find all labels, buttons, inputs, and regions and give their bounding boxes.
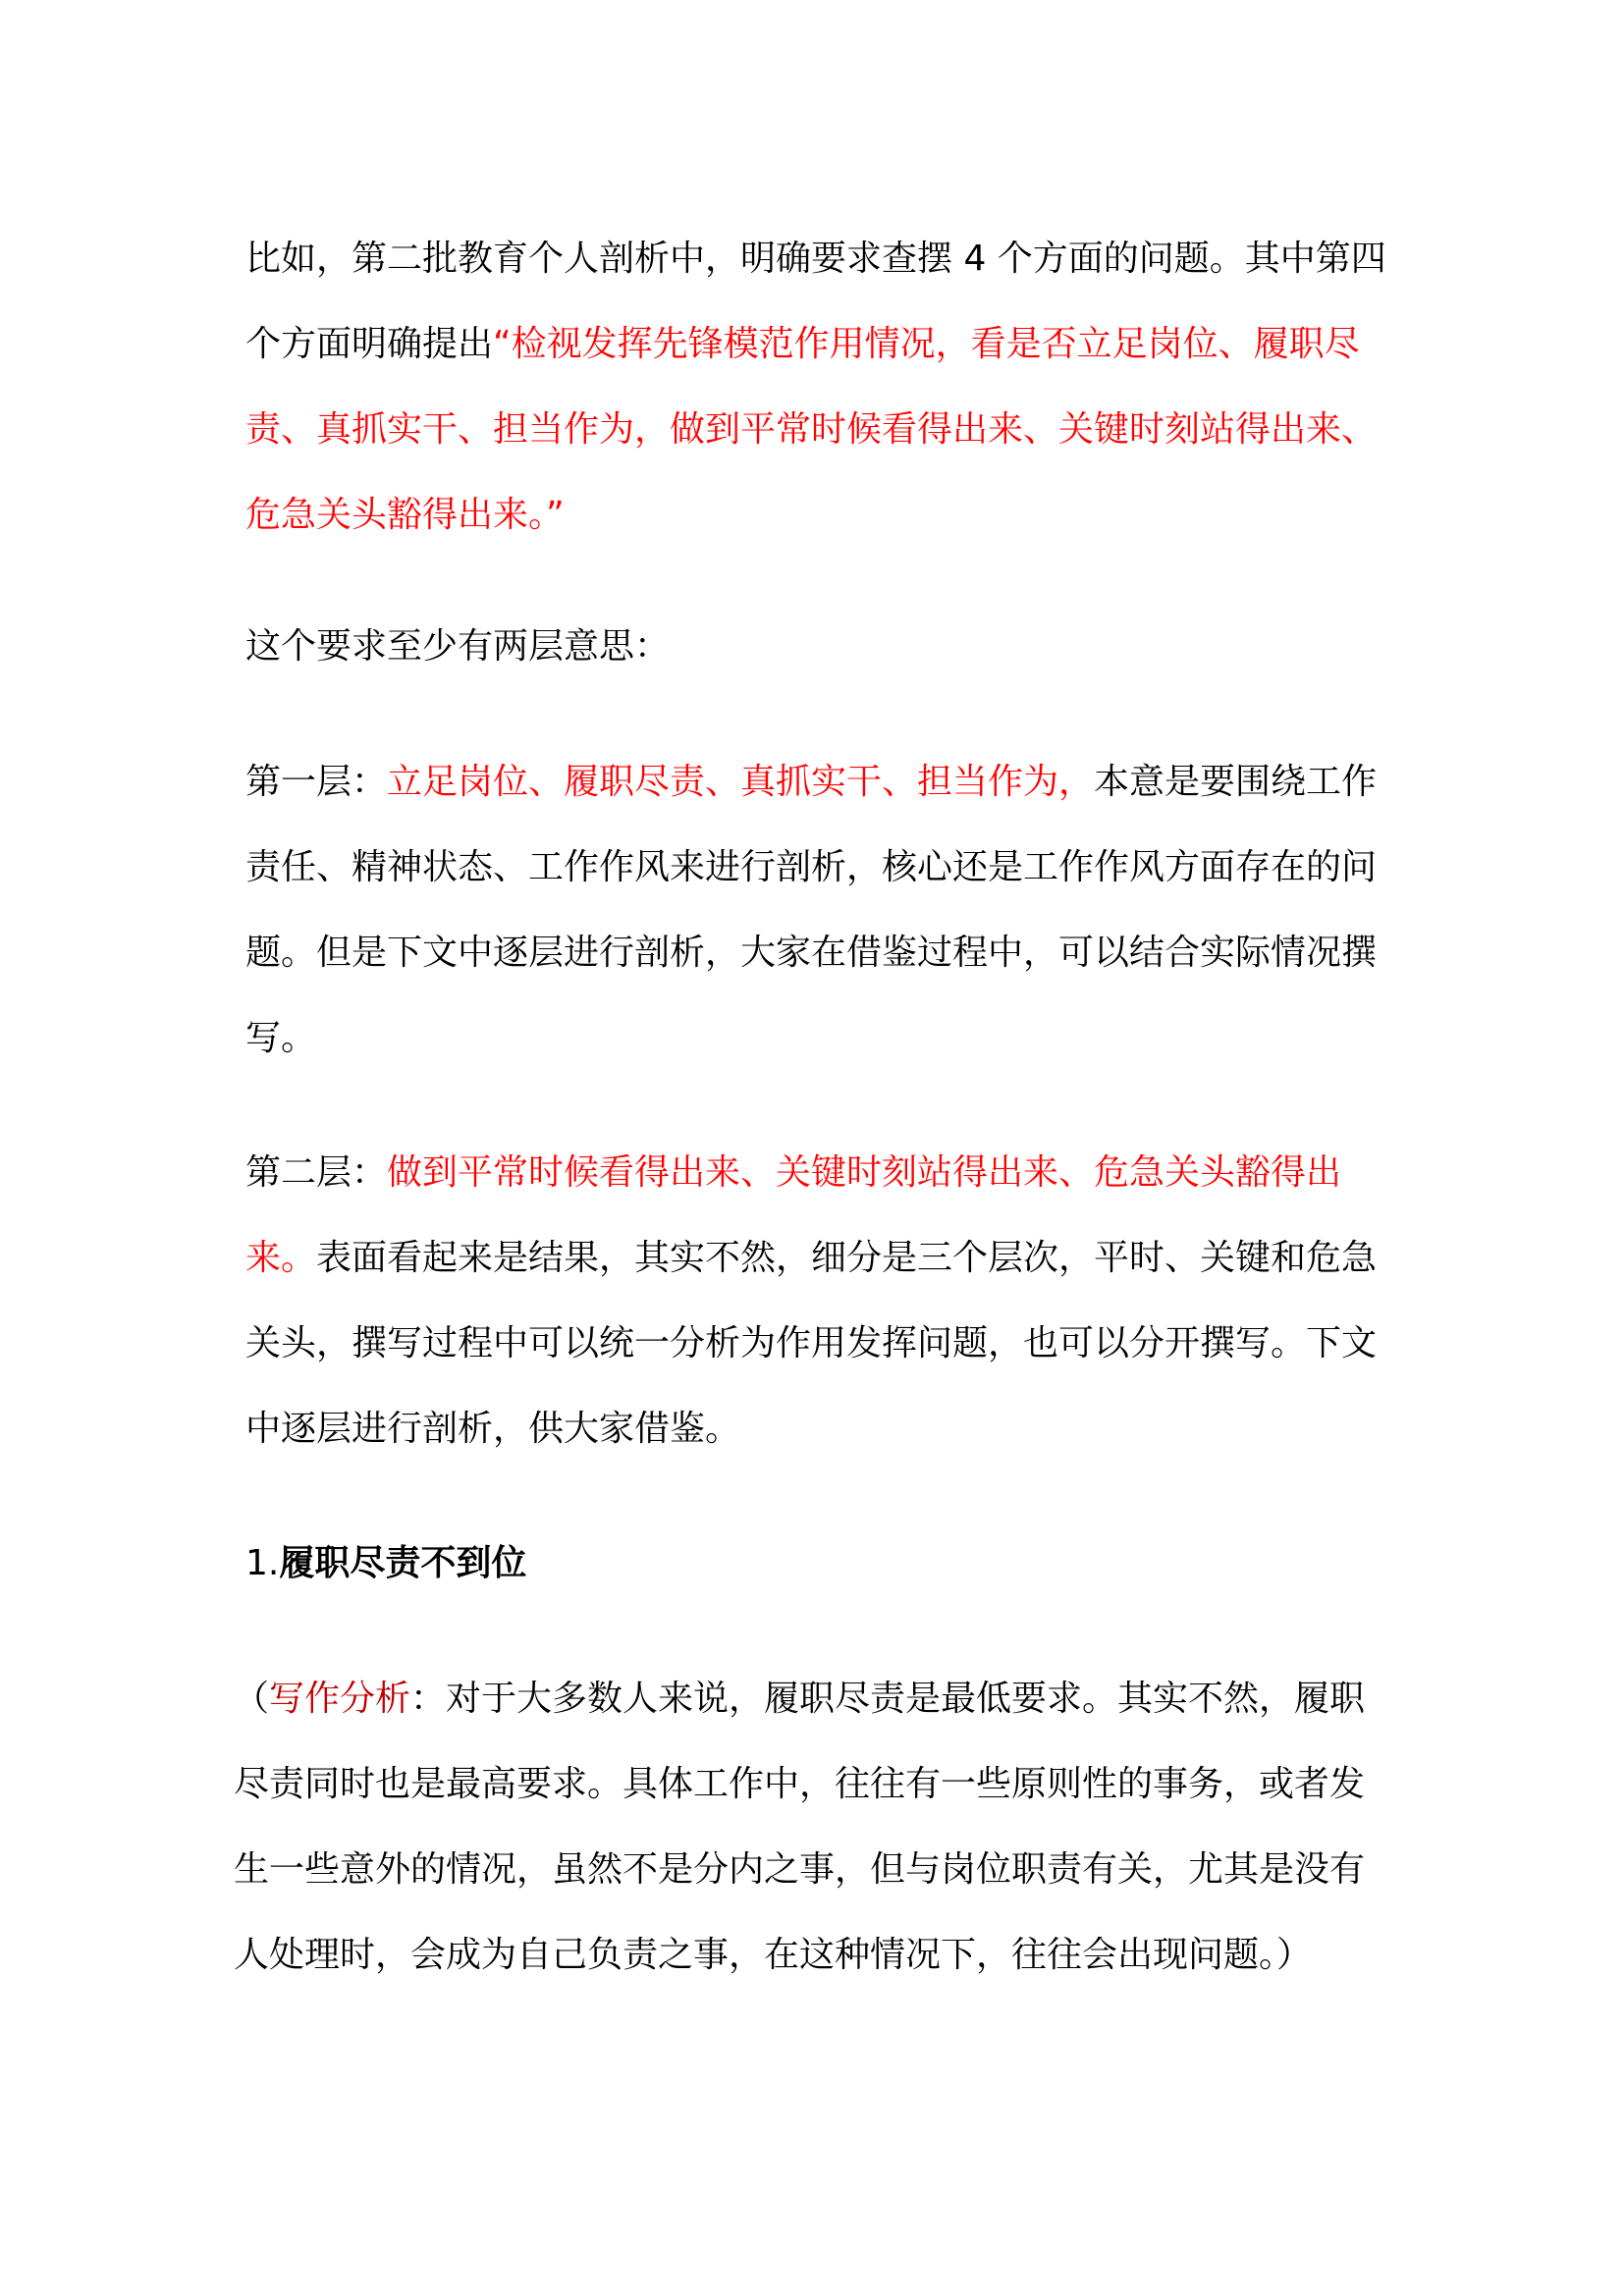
layer-label: 第一层： bbox=[245, 762, 388, 802]
analysis-label: 写作分析 bbox=[269, 1679, 411, 1719]
paragraph-text: 这个要求至少有两层意思： bbox=[245, 626, 671, 667]
paragraph-requirements bbox=[245, 216, 1394, 558]
layer-label: 第二层： bbox=[245, 1152, 388, 1193]
section-number: 1. bbox=[245, 1543, 280, 1583]
paragraph-first-layer bbox=[245, 739, 1394, 1081]
section-heading bbox=[245, 1521, 1394, 1606]
layer-body: 表面看起来是结果，其实不然，细分是三个层次，平时、关键和危急关头，撰写过程中可以统一分析为作用发挥问题，也可以分开撰写。下文中逐层进行剖析，供大家借鉴。 bbox=[245, 1238, 1378, 1449]
analysis-body: ：对于大多数人来说，履职尽责是最低要求。其实不然，履职尽责同时也是最高要求。具体工作中，往往有一些原则性的事务，或者发生一些意外的情况，虽然不是分内之事，但与岗位职责有关，尤其是没有人处理时，会成为自己负责之事，在这种情况下，往往会出现问题。） bbox=[234, 1679, 1366, 1975]
layer-body: 本意是要围绕工作责任、精神状态、工作作风来进行剖析，核心还是工作作风方面存在的问题。但是下文中逐层进行剖析，大家在借鉴过程中，可以结合实际情况撰写。 bbox=[245, 762, 1378, 1058]
paragraph-second-layer bbox=[245, 1130, 1394, 1471]
section-title: 履职尽责不到位 bbox=[279, 1543, 527, 1583]
paragraph-lead-text: 比如，第二批教育个人剖析中，明确要求查摆 4 个方面的问题。其中第四个方面明确提出 bbox=[245, 239, 1386, 364]
layer-highlight: 做到平常时候看得出来、关键时刻站得出来、危急关头豁得出来。 bbox=[245, 1152, 1342, 1278]
layer-highlight: 立足岗位、履职尽责、真抓实干、担当作为， bbox=[387, 762, 1095, 802]
paragraph-two-meanings bbox=[245, 604, 1394, 689]
paragraph-writing-analysis bbox=[234, 1656, 1394, 1998]
open-paren: （ bbox=[234, 1679, 270, 1719]
highlighted-quote: “检视发挥先锋模范作用情况，看是否立足岗位、履职尽责、真抓实干、担当作为，做到平常时候看得出来、关键时刻站得出来、危急关头豁得出来。” bbox=[245, 324, 1378, 535]
